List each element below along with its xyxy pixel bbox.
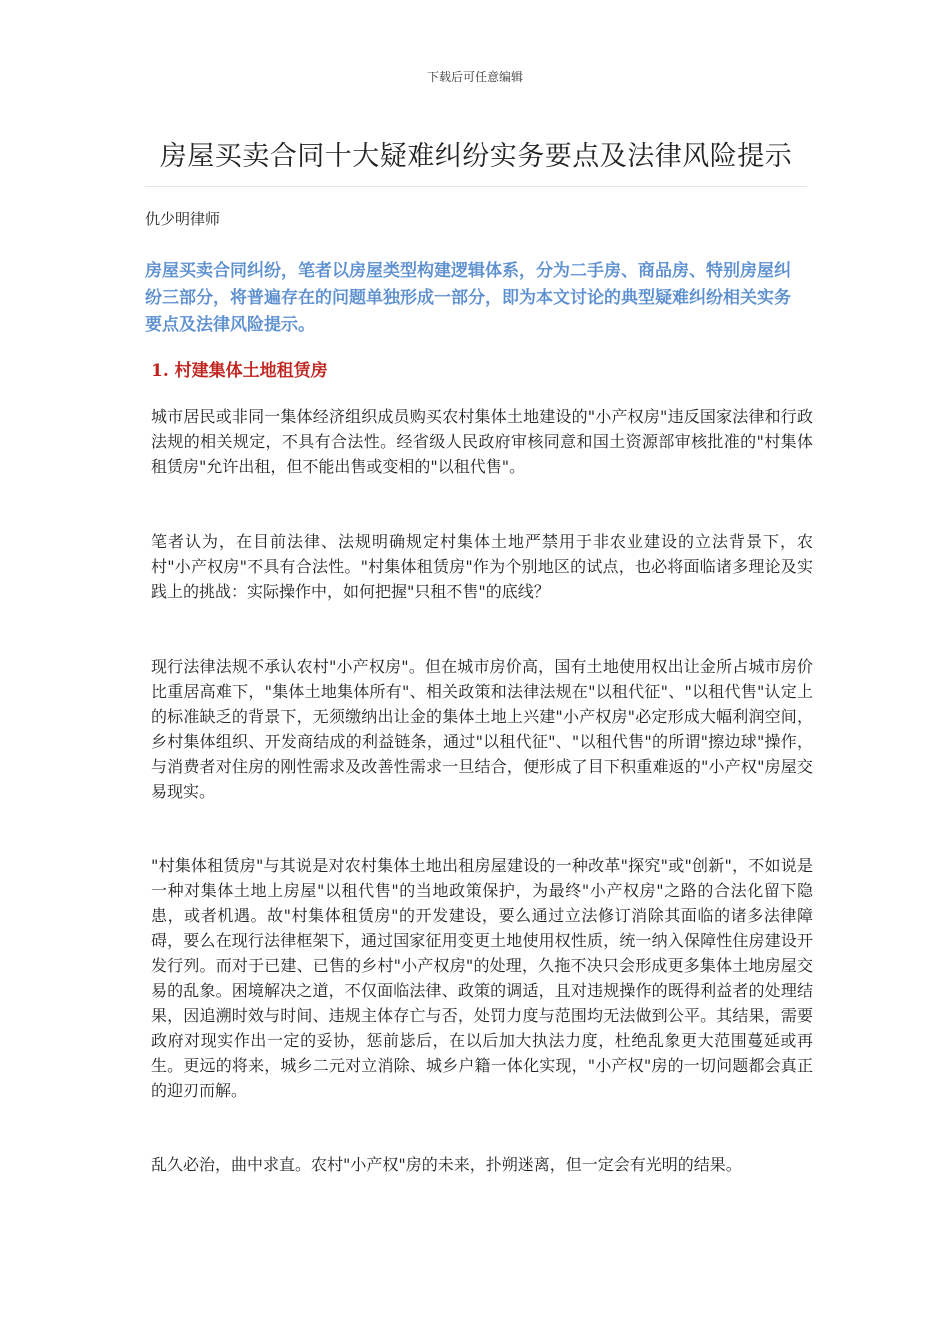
document-title: 房屋买卖合同十大疑难纠纷实务要点及法律风险提示: [159, 141, 793, 172]
intro-paragraph: 房屋买卖合同纠纷，笔者以房屋类型构建逻辑体系，分为二手房、商品房、特别房屋纠纷三部分，将普遍存在的问题单独形成一部分，即为本文讨论的典型疑难纠纷相关实务要点及法律风险提示。: [145, 261, 791, 335]
body-paragraph: "村集体租赁房"与其说是对农村集体土地出租房屋建设的一种改革"探究"或"创新"，不如说是一种对集体土地上房屋"以租代售"的当地政策保护，为最终"小产权房"之路的合法化留下隐患，或者机遇。故"村集体租赁房"的开发建设，要么通过立法修订消除其面临的诸多法律障碍，要么在现行法律框架下，通过国家征用变更土地使用权性质，统一纳入保障性住房建设开发行列。而对于已建、已售的乡村"小产权房"的处理，久拖不决只会形成更多集体土地房屋交易的乱象。困境解决之道，不仅面临法律、政策的调适，且对违规操作的既得利益者的处理结果，因追溯时效与时间、违规主体存亡与否，处罚力度与范围均无法做到公平。其结果，需要政府对现实作出一定的妥协，惩前毖后，在以后加大执法力度，杜绝乱象更大范围蔓延或再生。更远的将来，城乡二元对立消除、城乡户籍一体化实现，"小产权"房的一切问题都会真正的迎刃而解。: [151, 856, 813, 1100]
header-note: 下载后可任意编辑: [426, 70, 523, 84]
body-paragraph: 城市居民或非同一集体经济组织成员购买农村集体土地建设的"小产权房"违反国家法律和行政法规的相关规定，不具有合法性。经省级人民政府审核同意和国土资源部审核批准的"村集体租赁房"允许出租，但不能出售或变相的"以租代售"。: [151, 407, 813, 476]
body-paragraph: 笔者认为，在目前法律、法规明确规定村集体土地严禁用于非农业建设的立法背景下，农村"小产权房"不具有合法性。"村集体租赁房"作为个别地区的试点，也必将面临诸多理论及实践上的挑战：实际操作中，如何把握"只租不售"的底线？: [151, 532, 813, 601]
author-line: 仇少明律师: [145, 210, 221, 228]
title-divider: [145, 186, 807, 187]
body-paragraph: 乱久必治，曲中求直。农村"小产权"房的未来，扑朔迷离，但一定会有光明的结果。: [151, 1155, 742, 1174]
section-heading: 1. 村建集体土地租赁房: [151, 361, 328, 381]
body-paragraph: 现行法律法规不承认农村"小产权房"。但在城市房价高，国有土地使用权出让金所占城市房价比重居高难下，"集体土地集体所有"、相关政策和法律法规在"以租代征"、"以租代售"认定上的标准缺乏的背景下，无须缴纳出让金的集体土地上兴建"小产权房"必定形成大幅利润空间，乡村集体组织、开发商结成的利益链条，通过"以租代征"、"以租代售"的所谓"擦边球"操作，与消费者对住房的刚性需求及改善性需求一旦结合，便形成了目下积重难返的"小产权"房屋交易现实。: [151, 657, 813, 801]
